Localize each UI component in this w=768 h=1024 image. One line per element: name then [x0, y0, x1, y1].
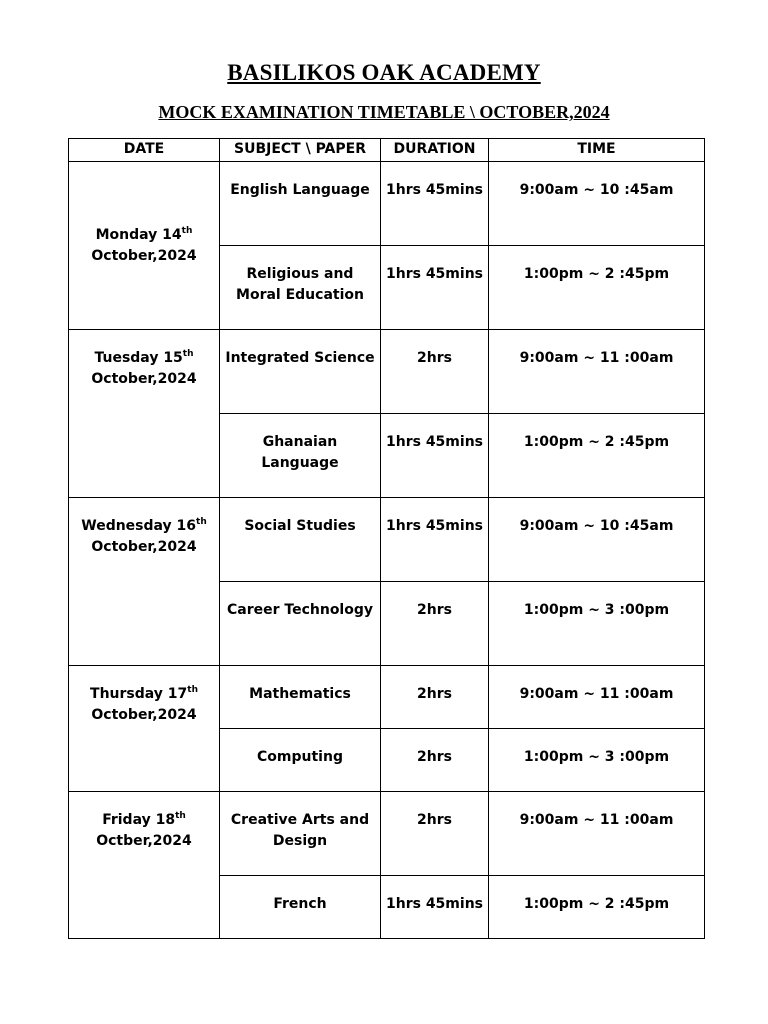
duration-cell: 2hrs — [381, 330, 489, 414]
subject-cell: Computing — [220, 729, 381, 792]
exam-timetable — [68, 138, 705, 939]
day-label: Tuesday 15 — [94, 350, 183, 366]
time-cell: 9:00am ~ 10 :45am — [489, 498, 705, 582]
subject-cell: Creative Arts and Design — [220, 792, 381, 876]
month-label: October,2024 — [91, 247, 197, 264]
header-row — [69, 139, 705, 162]
duration-cell: 1hrs 45mins — [381, 498, 489, 582]
subject-cell: French — [220, 876, 381, 939]
month-label: October,2024 — [91, 371, 197, 387]
subject-cell: Mathematics — [220, 666, 381, 729]
time-cell: 1:00pm ~ 3 :00pm — [489, 582, 705, 666]
ordinal-suffix: th — [196, 517, 207, 527]
time-cell: 1:00pm ~ 2 :45pm — [489, 876, 705, 939]
table-row — [69, 162, 705, 246]
subject-cell: Religious and Moral Education — [220, 246, 381, 330]
time-cell: 9:00am ~ 11 :00am — [489, 666, 705, 729]
subject-cell: English Language — [220, 162, 381, 246]
time-cell: 9:00am ~ 10 :45am — [489, 162, 705, 246]
month-label: October,2024 — [91, 707, 197, 723]
table-row — [69, 666, 705, 729]
duration-cell: 2hrs — [381, 582, 489, 666]
duration-cell: 2hrs — [381, 666, 489, 729]
date-cell — [69, 792, 220, 939]
ordinal-suffix: th — [187, 685, 198, 695]
duration-cell: 1hrs 45mins — [381, 246, 489, 330]
subject-cell: Career Technology — [220, 582, 381, 666]
month-label: Octber,2024 — [96, 833, 192, 849]
time-cell: 9:00am ~ 11 :00am — [489, 330, 705, 414]
time-cell: 1:00pm ~ 3 :00pm — [489, 729, 705, 792]
ordinal-suffix: th — [175, 811, 186, 821]
column-header-duration: DURATION — [381, 139, 489, 162]
day-label: Friday 18 — [102, 812, 176, 828]
subject-cell: Ghanaian Language — [220, 414, 381, 498]
duration-cell: 1hrs 45mins — [381, 876, 489, 939]
subject-cell: Integrated Science — [220, 330, 381, 414]
month-label: October,2024 — [91, 539, 197, 555]
timetable-subtitle: MOCK EXAMINATION TIMETABLE \ OCTOBER,2024 — [158, 102, 610, 122]
time-cell: 9:00am ~ 11 :00am — [489, 792, 705, 876]
ordinal-suffix: th — [182, 349, 194, 359]
column-header-date: DATE — [69, 139, 220, 162]
day-label: Thursday 17 — [90, 686, 188, 702]
day-label: Monday 14 — [95, 226, 182, 243]
table-row — [69, 330, 705, 414]
date-cell — [69, 498, 220, 666]
time-cell: 1:00pm ~ 2 :45pm — [489, 246, 705, 330]
duration-cell: 1hrs 45mins — [381, 414, 489, 498]
column-header-subject: SUBJECT \ PAPER — [220, 139, 381, 162]
table-row — [69, 498, 705, 582]
time-cell: 1:00pm ~ 2 :45pm — [489, 414, 705, 498]
subject-cell: Social Studies — [220, 498, 381, 582]
school-title: BASILIKOS OAK ACADEMY — [227, 60, 541, 85]
duration-cell: 1hrs 45mins — [381, 162, 489, 246]
date-cell — [69, 666, 220, 792]
table-row — [69, 792, 705, 876]
date-cell — [69, 162, 220, 330]
duration-cell: 2hrs — [381, 792, 489, 876]
ordinal-suffix: th — [181, 225, 193, 236]
day-label: Wednesday 16 — [81, 518, 197, 534]
duration-cell: 2hrs — [381, 729, 489, 792]
date-cell — [69, 330, 220, 498]
column-header-time: TIME — [489, 139, 705, 162]
